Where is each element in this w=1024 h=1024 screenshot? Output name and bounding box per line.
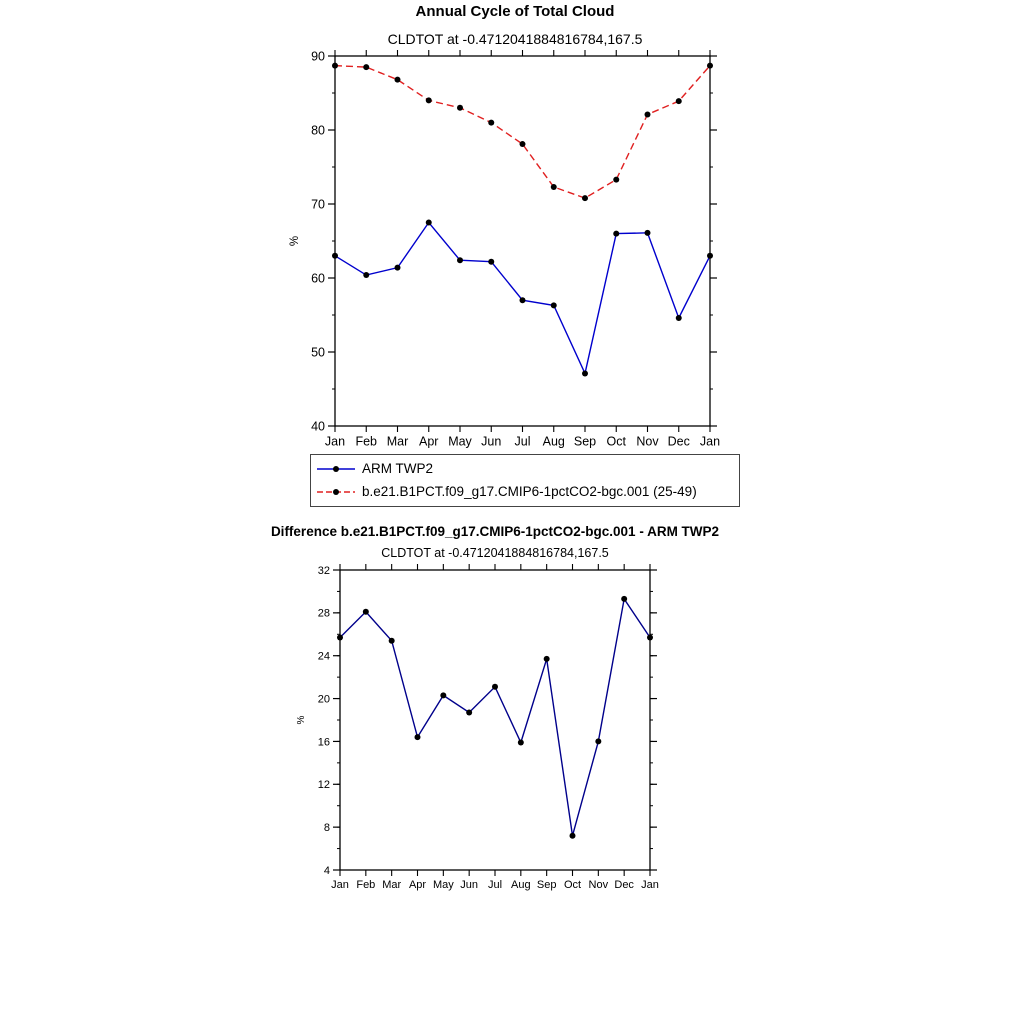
svg-text:Jun: Jun bbox=[460, 879, 479, 891]
svg-text:Jul: Jul bbox=[487, 879, 503, 891]
svg-text:Oct: Oct bbox=[563, 879, 582, 891]
svg-text:Mar: Mar bbox=[386, 434, 409, 448]
svg-text:8: 8 bbox=[323, 821, 330, 834]
chart1-title: Annual Cycle of Total Cloud bbox=[415, 3, 615, 20]
svg-text:60: 60 bbox=[311, 271, 325, 286]
svg-text:Feb: Feb bbox=[355, 434, 378, 448]
legend-line-sample-icon bbox=[315, 461, 357, 477]
chart1-subtitle: CLDTOT at -0.4712041884816784,167.5 bbox=[387, 31, 643, 47]
svg-text:Sep: Sep bbox=[536, 879, 557, 891]
svg-text:Jul: Jul bbox=[514, 434, 531, 448]
svg-text:20: 20 bbox=[317, 693, 330, 706]
svg-text:Nov: Nov bbox=[588, 879, 609, 891]
svg-text:Mar: Mar bbox=[382, 879, 402, 891]
svg-text:28: 28 bbox=[317, 607, 330, 620]
legend-label: ARM TWP2 bbox=[362, 461, 434, 476]
svg-text:Jan: Jan bbox=[331, 879, 349, 891]
svg-text:Feb: Feb bbox=[356, 879, 376, 891]
svg-text:Sep: Sep bbox=[573, 434, 597, 448]
svg-text:%: % bbox=[296, 715, 307, 725]
svg-text:Jan: Jan bbox=[699, 434, 721, 448]
svg-text:40: 40 bbox=[311, 419, 325, 434]
svg-text:Oct: Oct bbox=[606, 434, 626, 448]
svg-text:Apr: Apr bbox=[419, 434, 439, 448]
svg-text:%: % bbox=[289, 235, 301, 247]
chart2-plot bbox=[280, 562, 710, 902]
legend-item-arm-twp2 bbox=[311, 457, 739, 480]
chart2-subtitle: CLDTOT at -0.4712041884816784,167.5 bbox=[381, 546, 609, 560]
svg-text:Aug: Aug bbox=[542, 434, 565, 448]
svg-text:Apr: Apr bbox=[408, 879, 427, 891]
svg-text:Jan: Jan bbox=[324, 434, 346, 448]
svg-text:May: May bbox=[432, 879, 454, 891]
svg-text:Jan: Jan bbox=[641, 879, 659, 891]
svg-text:Nov: Nov bbox=[636, 434, 659, 448]
svg-text:24: 24 bbox=[317, 650, 330, 663]
svg-text:50: 50 bbox=[311, 345, 325, 360]
svg-text:80: 80 bbox=[311, 123, 325, 138]
svg-text:4: 4 bbox=[323, 864, 330, 877]
chart1-plot bbox=[280, 46, 750, 448]
svg-text:Dec: Dec bbox=[667, 434, 690, 448]
svg-text:16: 16 bbox=[317, 736, 330, 749]
svg-text:90: 90 bbox=[311, 49, 325, 64]
legend-item-model-run bbox=[311, 480, 739, 503]
svg-text:May: May bbox=[448, 434, 472, 448]
svg-text:Dec: Dec bbox=[614, 879, 634, 891]
chart1-legend bbox=[310, 454, 740, 507]
legend-line-sample-icon bbox=[315, 484, 357, 500]
svg-text:70: 70 bbox=[311, 197, 325, 212]
svg-text:Jun: Jun bbox=[481, 434, 502, 448]
chart2-title: Difference b.e21.B1PCT.f09_g17.CMIP6-1pctCO2-bgc.001 - ARM TWP2 bbox=[270, 524, 720, 539]
svg-text:12: 12 bbox=[317, 779, 330, 792]
legend-label: b.e21.B1PCT.f09_g17.CMIP6-1pctCO2-bgc.001 (25-49) bbox=[362, 484, 697, 499]
svg-text:32: 32 bbox=[317, 564, 330, 577]
svg-text:Aug: Aug bbox=[511, 879, 531, 891]
